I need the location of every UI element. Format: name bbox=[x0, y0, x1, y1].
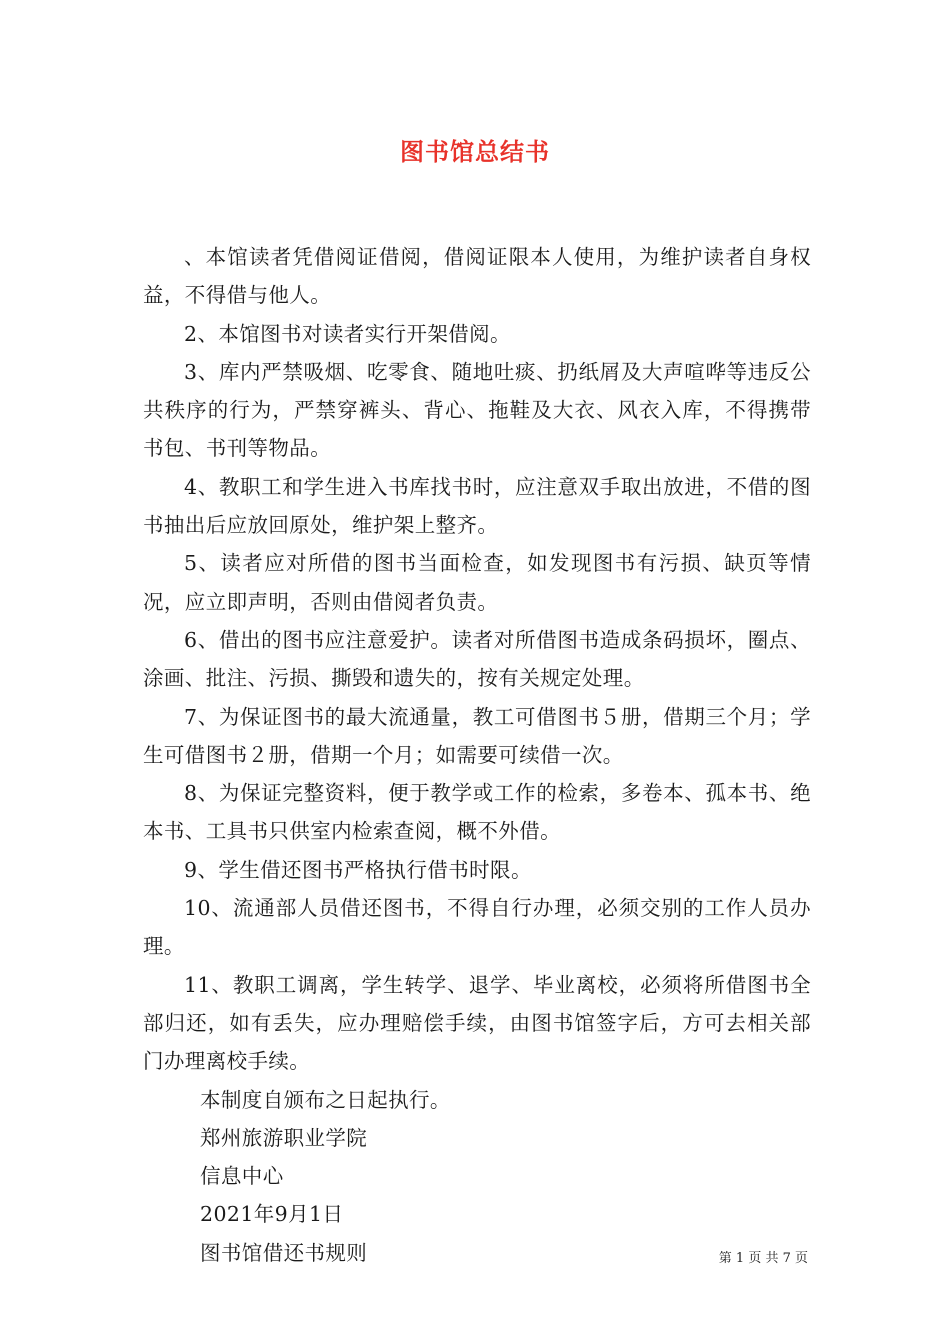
paragraph-9: 9、学生借还图书严格执行借书时限。 bbox=[184, 857, 532, 882]
institution-name: 郑州旅游职业学院 bbox=[200, 1125, 368, 1150]
paragraph-6: 6、借出的图书应注意爱护。读者对所借图书造成条码损坏，圈点、涂画、批注、污损、撕毁和遗失的，按有关规定处理。 bbox=[143, 627, 811, 691]
paragraph-7: 7、为保证图书的最大流通量，教工可借图书５册，借期三个月；学生可借图书２册，借期一个月；如需要可续借一次。 bbox=[143, 704, 811, 767]
document-title: 图书馆总结书 bbox=[400, 137, 550, 166]
paragraph-1: 、本馆读者凭借阅证借阅，借阅证限本人使用，为维护读者自身权益，不得借与他人。 bbox=[143, 245, 811, 308]
paragraph-4: 4、教职工和学生进入书库找书时，应注意双手取出放进，不借的图书抽出后应放回原处，维护架上整齐。 bbox=[143, 474, 811, 538]
paragraph-2: 2、本馆图书对读者实行开架借阅。 bbox=[184, 321, 511, 346]
document-body bbox=[143, 238, 811, 1272]
paragraph-8: 8、为保证完整资料，便于教学或工作的检索，多卷本、孤本书、绝本书、工具书只供室内检索查阅，概不外借。 bbox=[143, 781, 811, 844]
document-date: 2021年9月1日 bbox=[200, 1202, 344, 1227]
paragraph-11: 11、教职工调离，学生转学、退学、毕业离校，必须将所借图书全部归还，如有丢失，应办理赔偿手续，由图书馆签字后，方可去相关部门办理离校手续。 bbox=[143, 972, 811, 1074]
paragraph-5: 5、读者应对所借的图书当面检查，如发现图书有污损、缺页等情况，应立即声明，否则由借阅者负责。 bbox=[143, 551, 811, 614]
paragraph-3: 3、库内严禁吸烟、吃零食、随地吐痰、扔纸屑及大声喧哗等违反公共秩序的行为，严禁穿裤头、背心、拖鞋及大衣、风衣入库，不得携带书包、书刊等物品。 bbox=[143, 359, 811, 461]
department-name: 信息中心 bbox=[200, 1164, 284, 1189]
closing-statement: 本制度自颁布之日起执行。 bbox=[200, 1087, 451, 1112]
page-number-footer: 第 1 页 共 7 页 bbox=[718, 1251, 808, 1266]
paragraph-10: 10、流通部人员借还图书，不得自行办理，必须交别的工作人员办理。 bbox=[143, 896, 811, 959]
next-section-heading: 图书馆借还书规则 bbox=[200, 1240, 368, 1265]
